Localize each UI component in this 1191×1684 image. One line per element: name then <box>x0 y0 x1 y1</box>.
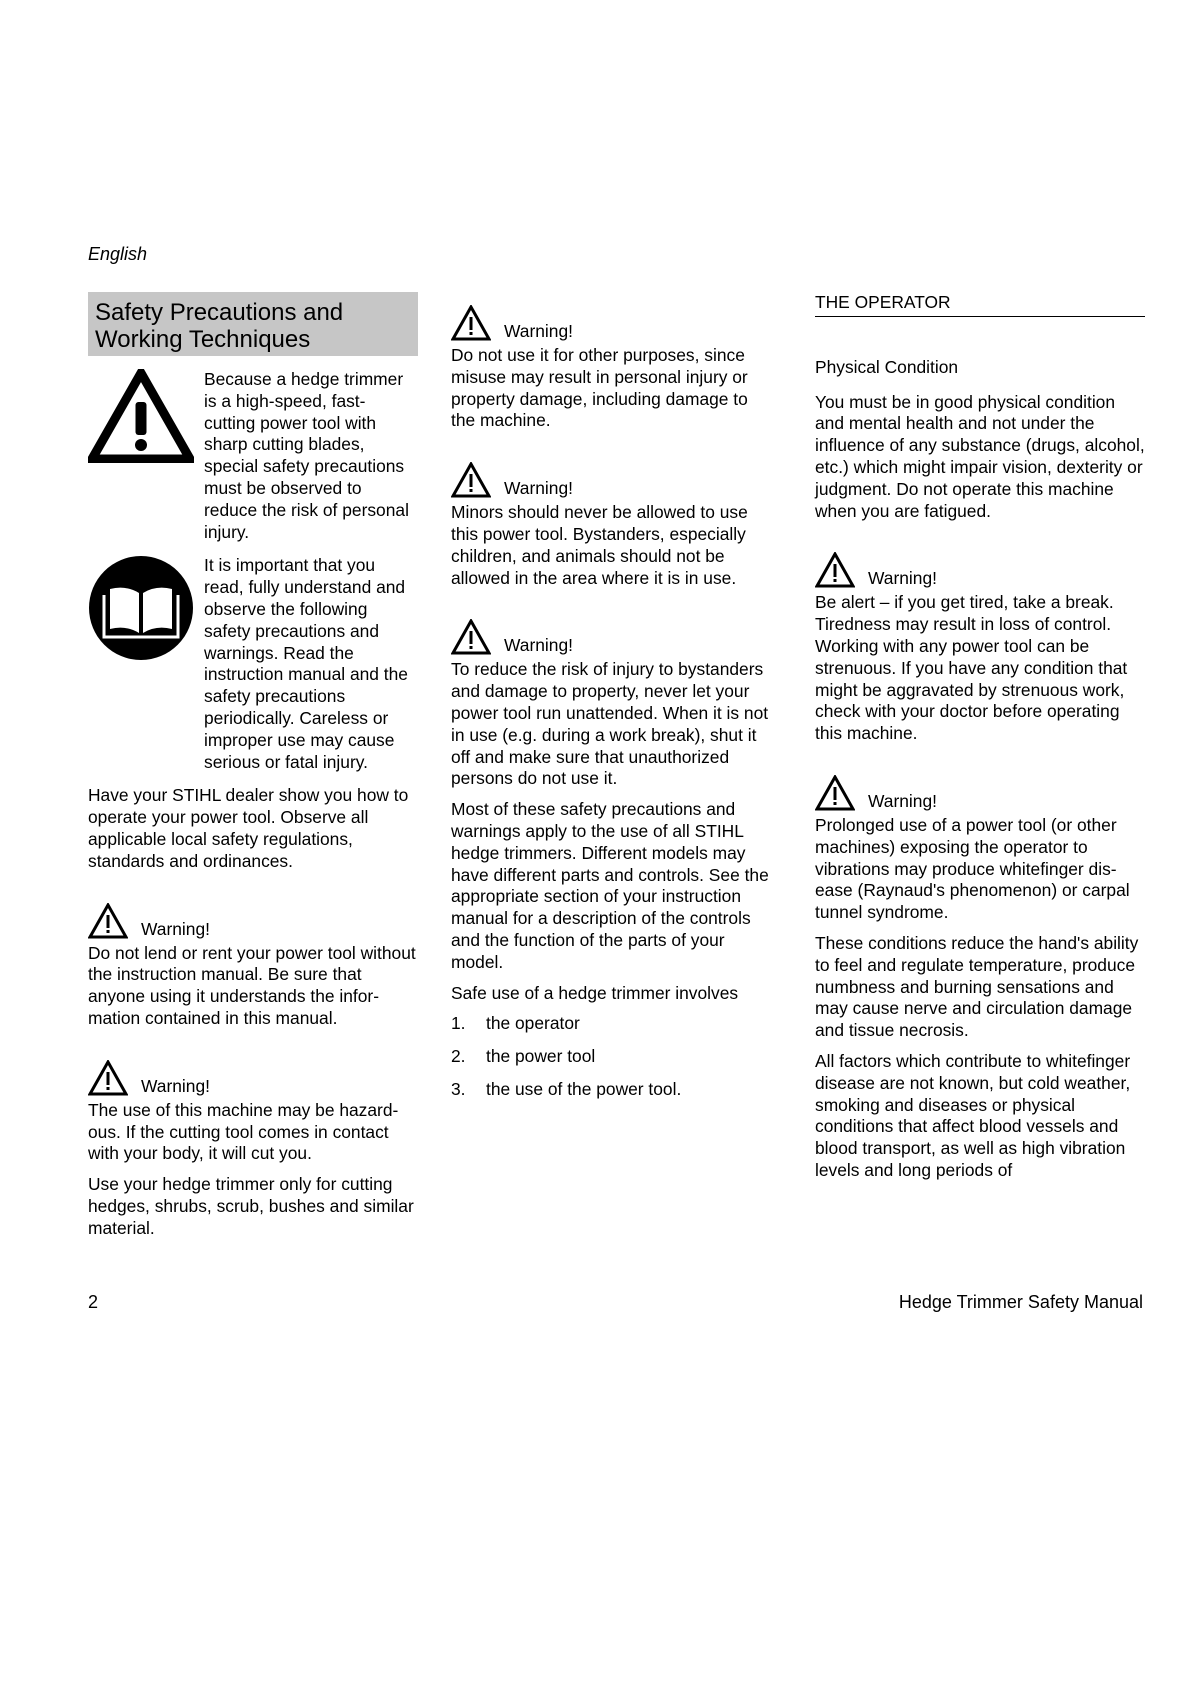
column-2 <box>451 292 776 1112</box>
list-number: 2. <box>451 1046 466 1067</box>
section-title <box>88 292 418 356</box>
warning-text: Minors should never be allowed to use this power tool. Bystanders, especially children, and animals should not be allowed in the area where it is in use. <box>451 502 748 588</box>
warning-icon <box>451 619 491 655</box>
warning-icon <box>451 305 491 341</box>
manual-intro <box>88 555 418 773</box>
column-1 <box>88 292 418 1249</box>
read-manual-icon <box>88 555 204 667</box>
warning-text: Do not lend or rent your power tool without the instruction manual. Be sure that anyone using it understands the information contained in this manual. <box>88 942 416 1028</box>
footer-title: Hedge Trimmer Safety Manual <box>898 1292 1143 1312</box>
list-number: 3. <box>451 1078 466 1099</box>
list-number: 1. <box>451 1013 466 1034</box>
warning-icon <box>451 462 491 498</box>
warning-icon <box>88 1060 128 1096</box>
list-text: the use of the power tool. <box>486 1078 682 1099</box>
condition-paragraph: You must be in good physical condition and mental health and not under the influence of any substance (drugs, alcohol, etc.) which might impair vision, dexterity or judgment. Do not operate this machine when you are fatigued. <box>815 391 1145 521</box>
warning-label: Warning! <box>868 790 937 811</box>
manual-intro-text: It is important that you read, fully understand and observe the following safety precautions and warnings. Read the instruction manual and the safety precautions periodically. Careless or improper use may cause serious or fatal injury. <box>204 555 408 772</box>
warning-icon <box>88 903 128 939</box>
list-item <box>451 1013 776 1035</box>
hazard-intro <box>88 369 418 543</box>
warning-label: Warning! <box>504 478 573 499</box>
warning-icon <box>815 775 855 811</box>
involves-paragraph: Safe use of a hedge trimmer involves <box>451 982 739 1003</box>
warning-heading <box>815 771 1145 811</box>
warning-label: Warning! <box>868 568 937 589</box>
warning-heading <box>815 548 1145 588</box>
warning-label: Warning! <box>141 1075 210 1096</box>
list-text: the operator <box>486 1013 580 1034</box>
warning-text: Be alert – if you get tired, take a break. Tiredness may result in loss of control. Working with any power tool can be strenuous. If you have any condition that might be aggravated by strenuous work, check with your doctor before operating this machine. <box>815 592 1128 744</box>
factors-paragraph: All factors which contribute to whitefinger disease are not known, but cold weather, smoking and diseases or physical conditions that affect blood vessels and blood transport, as well as high vibration levels and long periods of <box>815 1050 1131 1180</box>
warning-icon <box>815 552 855 588</box>
warning-heading <box>451 615 776 655</box>
dealer-paragraph: Have your STIHL dealer show you how to operate your power tool. Observe all applicable local safety regulations, standards and ordinances. <box>88 785 409 871</box>
warning-text: To reduce the risk of injury to bystanders and damage to property, never let your power tool run unattended. When it is not in use (e.g. during a work break), shut it off and make sure that unauthorized persons do not use it. <box>451 659 769 789</box>
conditions-paragraph: These conditions reduce the hand's ability to feel and regulate temperature, produce numbness and burning sensations and may cause nerve and circulation damage and tissue necrosis. <box>815 932 1139 1041</box>
warning-label: Warning! <box>504 635 573 656</box>
page-number: 2 <box>88 1292 99 1312</box>
warning-heading <box>88 1056 418 1096</box>
section-title-line-1: Safety Precautions and <box>95 299 344 326</box>
warning-heading <box>451 301 776 341</box>
safety-aspects-list <box>451 1013 776 1100</box>
warning-heading <box>88 899 418 939</box>
operator-heading: THE OPERATOR <box>815 292 1145 317</box>
column-3 <box>815 292 1145 1191</box>
list-item <box>451 1046 776 1068</box>
hazard-warning-icon <box>88 369 204 469</box>
list-text: the power tool <box>486 1046 596 1067</box>
list-item <box>451 1079 776 1101</box>
models-paragraph: Most of these safety precautions and warnings apply to the use of all STIHL hedge trimmers. Different models may have different parts and controls. See the appropriate section of your instruction manual for a description of the controls and the function of the parts of your model. <box>451 799 769 972</box>
warning-text: Do not use it for other purposes, since misuse may result in personal injury or property damage, including damage to the machine. <box>451 345 748 431</box>
section-title-line-2: Working Techniques <box>95 325 311 353</box>
warning-text: The use of this machine may be hazardous. If the cutting tool comes in contact with your body, it will cut you. <box>88 1099 399 1164</box>
warning-label: Warning! <box>504 321 573 341</box>
hazard-intro-text: Because a hedge trimmer is a high-speed, fast-cutting power tool with sharp cutting blades, special safety precautions must be observed to reduce the risk of personal injury. <box>204 369 409 542</box>
warning-label: Warning! <box>141 918 210 939</box>
warning-text: Prolonged use of a power tool (or other machines) exposing the operator to vibrations may produce whitefinger disease (Raynaud's phenomenon) or carpal tunnel syndrome. <box>815 814 1130 923</box>
use-paragraph: Use your hedge trimmer only for cutting hedges, shrubs, scrub, bushes and similar material. <box>88 1174 414 1238</box>
warning-heading <box>451 458 776 498</box>
physical-condition-heading: Physical Condition <box>815 356 959 377</box>
language-label: English <box>88 244 148 264</box>
